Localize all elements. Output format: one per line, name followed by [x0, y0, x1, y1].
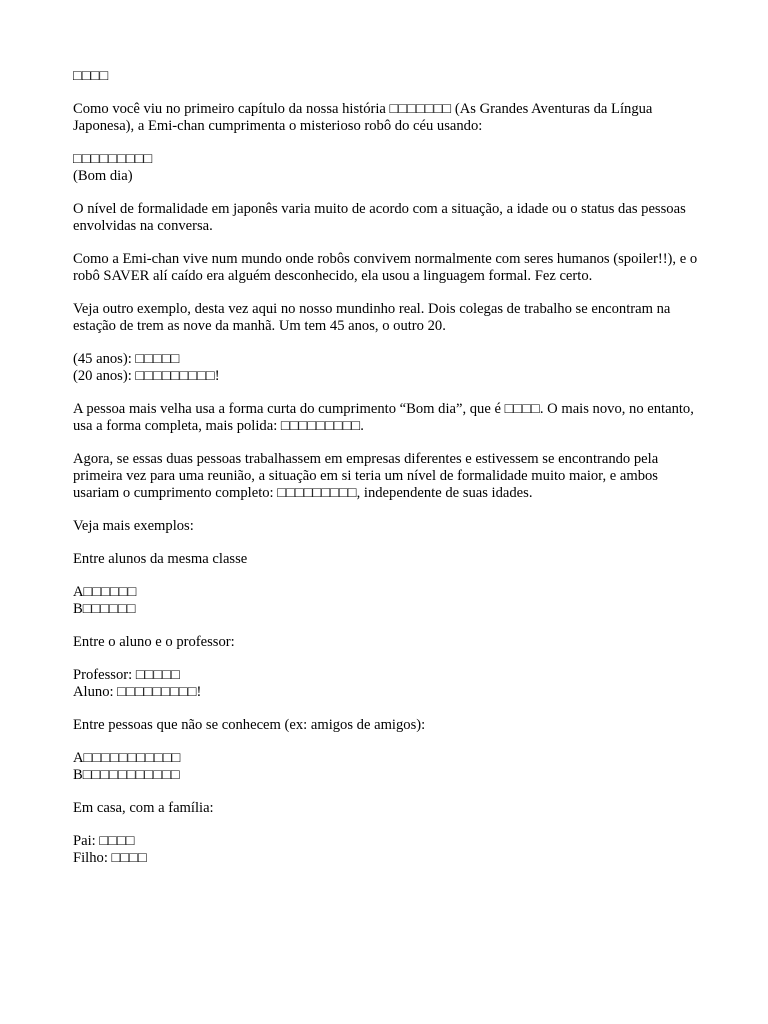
paragraph-line: Entre o aluno e o professor:: [73, 634, 235, 650]
paragraph: [73, 301, 703, 335]
paragraph-line: Filho: □□□□: [73, 850, 147, 866]
paragraph-line: Veja mais exemplos:: [73, 518, 194, 534]
paragraph: [73, 800, 703, 817]
document-body: [73, 101, 703, 867]
paragraph: [73, 101, 703, 135]
paragraph-line: Pai: □□□□: [73, 833, 135, 849]
paragraph-line: Como a Emi-chan vive num mundo onde robôs convivem normalmente com seres humanos (spoiler!!), e o robô SAVER alí caído era alguém desconhecido, ela usou a linguagem formal. Fez certo.: [73, 251, 698, 284]
paragraph: [73, 451, 703, 502]
paragraph-line: B□□□□□□: [73, 601, 136, 617]
paragraph-line: Agora, se essas duas pessoas trabalhassem em empresas diferentes e estivessem se encontrando pela primeira vez para uma reunião, a situação em si teria um nível de formalidade muito maior, e ambos usariam o cumprimento completo: □□□□□□□□□, independente de suas idades.: [73, 451, 659, 501]
heading-text: □□□□: [73, 68, 109, 84]
paragraph: [73, 251, 703, 285]
paragraph: [73, 351, 703, 385]
paragraph-line: O nível de formalidade em japonês varia muito de acordo com a situação, a idade ou o status das pessoas envolvidas na conversa.: [73, 201, 686, 234]
paragraph-line: A pessoa mais velha usa a forma curta do cumprimento “Bom dia”, que é □□□□. O mais novo, no entanto, usa a forma completa, mais polida: □□□□□□□□□.: [73, 401, 694, 434]
paragraph: [73, 151, 703, 185]
paragraph: [73, 518, 703, 535]
paragraph: [73, 401, 703, 435]
paragraph-line: Aluno: □□□□□□□□□!: [73, 684, 202, 700]
paragraph-line: (45 anos): □□□□□: [73, 351, 180, 367]
paragraph-line: (20 anos): □□□□□□□□□!: [73, 368, 220, 384]
paragraph-line: (Bom dia): [73, 168, 133, 184]
paragraph-line: Em casa, com a família:: [73, 800, 214, 816]
document-heading: [73, 68, 703, 85]
paragraph-line: B□□□□□□□□□□□: [73, 767, 180, 783]
paragraph: [73, 750, 703, 784]
paragraph-line: A□□□□□□□□□□□: [73, 750, 181, 766]
paragraph-line: Entre alunos da mesma classe: [73, 551, 248, 567]
paragraph: [73, 833, 703, 867]
paragraph-line: □□□□□□□□□: [73, 151, 153, 167]
paragraph-line: A□□□□□□: [73, 584, 137, 600]
paragraph: [73, 717, 703, 734]
paragraph: [73, 584, 703, 618]
paragraph: [73, 667, 703, 701]
paragraph-line: Professor: □□□□□: [73, 667, 180, 683]
paragraph: [73, 551, 703, 568]
paragraph-line: Entre pessoas que não se conhecem (ex: amigos de amigos):: [73, 717, 426, 733]
paragraph-line: Como você viu no primeiro capítulo da nossa história □□□□□□□ (As Grandes Aventuras da Língua Japonesa), a Emi-chan cumprimenta o misterioso robô do céu usando:: [73, 101, 653, 134]
document-page: [73, 68, 703, 883]
paragraph: [73, 201, 703, 235]
paragraph-line: Veja outro exemplo, desta vez aqui no nosso mundinho real. Dois colegas de trabalho se encontram na estação de trem as nove da manhã. Um tem 45 anos, o outro 20.: [73, 301, 671, 334]
paragraph: [73, 634, 703, 651]
